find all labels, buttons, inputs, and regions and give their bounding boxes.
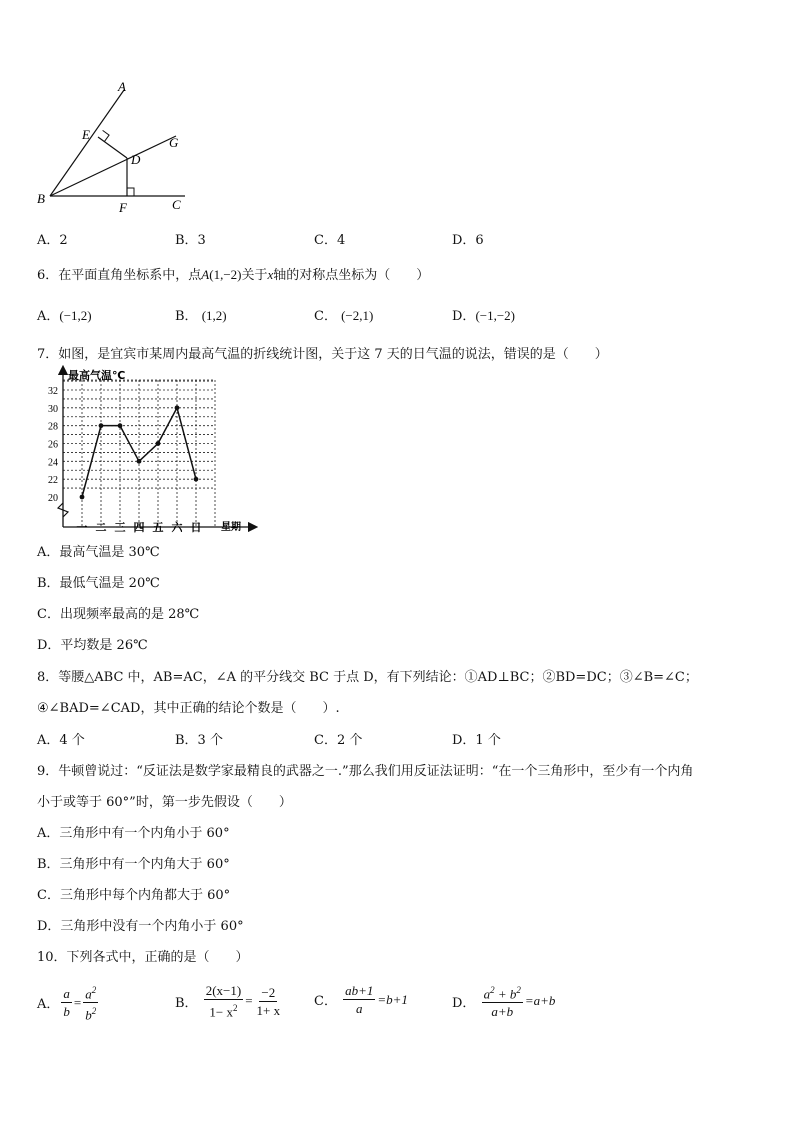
ray-ba — [50, 90, 124, 196]
q9-stem-line1: 9．牛顿曾说过：“反证法是数学家最精良的武器之一.”那么我们用反证法证明：“在一个三角形中，至少有一个内角 — [37, 764, 694, 779]
q7-option-a[interactable]: A．最高气温是 30℃ — [37, 545, 160, 560]
q10-option-c-letter: C． — [314, 994, 337, 1009]
q6-axis-var: x — [267, 267, 274, 282]
segment-de — [98, 137, 127, 158]
label-g: G — [169, 135, 179, 150]
data-point — [99, 423, 104, 428]
q7-stem: 7．如图，是宜宾市某周内最高气温的折线统计图，关于这 7 天的日气温的说法，错误的是（ ） — [37, 347, 608, 362]
q10-option-b-letter: B． — [175, 995, 198, 1011]
q10-d-num — [482, 983, 523, 1003]
y-tick-label: 32 — [48, 386, 58, 397]
chart-axes — [58, 370, 253, 527]
q8-stem-line1: 8．等腰△ABC 中，AB=AC，∠A 的平分线交 BC 于点 D，有下列结论：①AD⊥BC；②BD=DC；③∠B=∠C； — [37, 670, 698, 685]
q10-b-right-fraction — [255, 985, 283, 1018]
q10-a-equals: = — [73, 994, 82, 1010]
q10-d-rhs: =a+b — [524, 993, 556, 1009]
q6-option-c[interactable] — [314, 305, 373, 324]
q10-b-left-num: 2(x−1) — [205, 983, 242, 998]
q10-a-right-num-base: a — [85, 986, 92, 1002]
q9-option-b[interactable]: B．三角形中有一个内角大于 60° — [37, 857, 230, 872]
label-c: C — [172, 197, 181, 212]
q6-option-d-letter: D． — [452, 309, 476, 324]
label-f: F — [119, 200, 127, 215]
q5-option-b[interactable]: B．3 — [175, 233, 206, 248]
q10-option-c[interactable] — [314, 983, 408, 1016]
q10-d-num-a-exp: 2 — [490, 985, 495, 995]
x-tick-label: 四 — [133, 521, 145, 534]
q9-option-c[interactable]: C．三角形中每个内角都大于 60° — [37, 888, 231, 903]
q10-d-den: a+b — [491, 1004, 514, 1020]
label-d: D — [131, 152, 141, 167]
q10-stem: 10．下列各式中，正确的是（ ） — [37, 950, 249, 965]
q10-option-b[interactable] — [175, 983, 284, 1019]
q6-option-d[interactable] — [452, 305, 515, 324]
q5-option-d[interactable]: D．6 — [452, 233, 484, 248]
q6-option-a-letter: A． — [37, 309, 60, 324]
q6-stem-mid: 关于 — [241, 268, 268, 283]
q6-stem-prefix: 6．在平面直角坐标系中，点 — [37, 268, 202, 283]
q6-option-d-value: (−1,−2) — [475, 308, 516, 323]
label-e: E — [82, 127, 90, 142]
y-tick-label: 22 — [48, 475, 58, 487]
y-tick-labels — [48, 386, 58, 504]
q8-option-c[interactable]: C．2 个 — [314, 733, 363, 748]
q10-b-equals: = — [245, 993, 253, 1009]
q10-b-left-fraction — [204, 983, 244, 1019]
q9-option-a[interactable]: A．三角形中有一个内角小于 60° — [37, 826, 230, 841]
q10-b-left-den-exp: 2 — [233, 1003, 238, 1013]
x-tick-label: 日 — [190, 521, 202, 534]
q6-stem — [37, 264, 429, 283]
data-point — [156, 441, 161, 446]
temperature-line-chart — [38, 365, 258, 537]
q10-option-a[interactable] — [37, 983, 100, 1023]
q10-d-num-b-exp: 2 — [516, 985, 521, 995]
q6-option-a-value: (−1,2) — [59, 308, 92, 323]
q10-a-right-num — [83, 983, 98, 1003]
data-point — [194, 477, 199, 482]
q6-option-b-value: (1,2) — [201, 308, 227, 323]
q10-c-rhs: =b+1 — [377, 991, 408, 1007]
q10-a-left-num: a — [63, 986, 70, 1002]
label-b: B — [37, 191, 45, 206]
geometry-figure — [30, 75, 200, 215]
y-tick-label: 30 — [48, 403, 58, 415]
q10-d-num-a: a — [483, 986, 491, 1002]
q10-d-num-plus: + — [494, 986, 510, 1002]
q10-d-num-b: b — [509, 986, 517, 1002]
y-tick-label: 26 — [48, 439, 58, 451]
q10-a-right-den — [83, 1003, 98, 1022]
q10-option-d-letter: D． — [452, 995, 476, 1011]
q7-option-b[interactable]: B．最低气温是 20℃ — [37, 576, 160, 591]
q5-option-c[interactable]: C．4 — [314, 233, 346, 248]
data-point — [137, 459, 142, 464]
label-a: A — [118, 79, 126, 94]
q9-option-d[interactable]: D．三角形中没有一个内角小于 60° — [37, 919, 244, 934]
q5-option-a[interactable]: A．2 — [37, 233, 68, 248]
q10-c-den: a — [355, 1001, 363, 1016]
x-tick-label: 二 — [95, 521, 107, 534]
y-tick-label: 20 — [48, 493, 58, 504]
q8-option-b[interactable]: B．3 个 — [175, 733, 223, 748]
right-angle-f — [127, 188, 134, 196]
q8-option-a[interactable]: A．4 个 — [37, 733, 85, 748]
q10-a-right-den-exp: 2 — [91, 1006, 97, 1017]
q10-a-right-num-exp: 2 — [91, 985, 97, 995]
x-tick-label: 六 — [171, 521, 183, 534]
x-axis-label: 星期 — [221, 522, 241, 533]
q6-option-b-letter: B． — [175, 309, 198, 324]
ray-bg — [50, 136, 176, 196]
q10-d-fraction — [482, 983, 523, 1019]
q6-coords: (1,−2) — [209, 267, 242, 282]
q6-option-c-value: (−2,1) — [341, 308, 374, 323]
q10-b-left-den — [207, 1000, 239, 1019]
q6-option-c-letter: C． — [314, 309, 337, 324]
y-tick-label: 24 — [48, 457, 58, 469]
q6-point: A — [201, 267, 210, 282]
chart-grid — [63, 380, 215, 527]
q7-option-d[interactable]: D．平均数是 26℃ — [37, 638, 148, 653]
data-point — [118, 423, 123, 428]
x-tick-label: 五 — [152, 521, 164, 534]
q10-b-right-den: 1+ x — [256, 1002, 281, 1018]
q6-stem-suffix: 轴的对称点坐标为（ ） — [273, 268, 430, 283]
y-tick-label: 28 — [48, 421, 58, 433]
data-point — [80, 495, 85, 500]
q8-stem-line2: ④∠BAD=∠CAD，其中正确的结论个数是（ ）. — [37, 701, 340, 716]
right-angle-e — [103, 130, 110, 141]
q10-b-right-num: −2 — [261, 984, 276, 1000]
q10-a-left-den: b — [63, 1004, 70, 1020]
q10-b-left-den-base: 1− x — [209, 1004, 233, 1020]
q10-c-fraction — [343, 983, 375, 1016]
q6-option-a[interactable] — [37, 305, 92, 324]
q10-a-right-fraction — [83, 983, 98, 1023]
q10-option-a-letter: A． — [37, 997, 60, 1013]
x-tick-label: 三 — [114, 521, 126, 534]
q10-a-right-den-base: b — [85, 1007, 92, 1023]
q10-option-d[interactable] — [452, 983, 555, 1019]
q9-stem-line2: 小于或等于 60°”时，第一步先假设（ ） — [37, 795, 292, 810]
q10-c-num: ab+1 — [345, 983, 374, 998]
chart-title: 最高气温℃ — [68, 369, 126, 382]
q8-option-d[interactable]: D．1 个 — [452, 733, 501, 748]
q10-a-left-fraction — [61, 986, 72, 1019]
data-point — [175, 405, 180, 410]
q7-option-c[interactable]: C．出现频率最高的是 28℃ — [37, 607, 200, 622]
x-tick-label: 一 — [76, 521, 88, 534]
q6-option-b[interactable] — [175, 305, 227, 324]
